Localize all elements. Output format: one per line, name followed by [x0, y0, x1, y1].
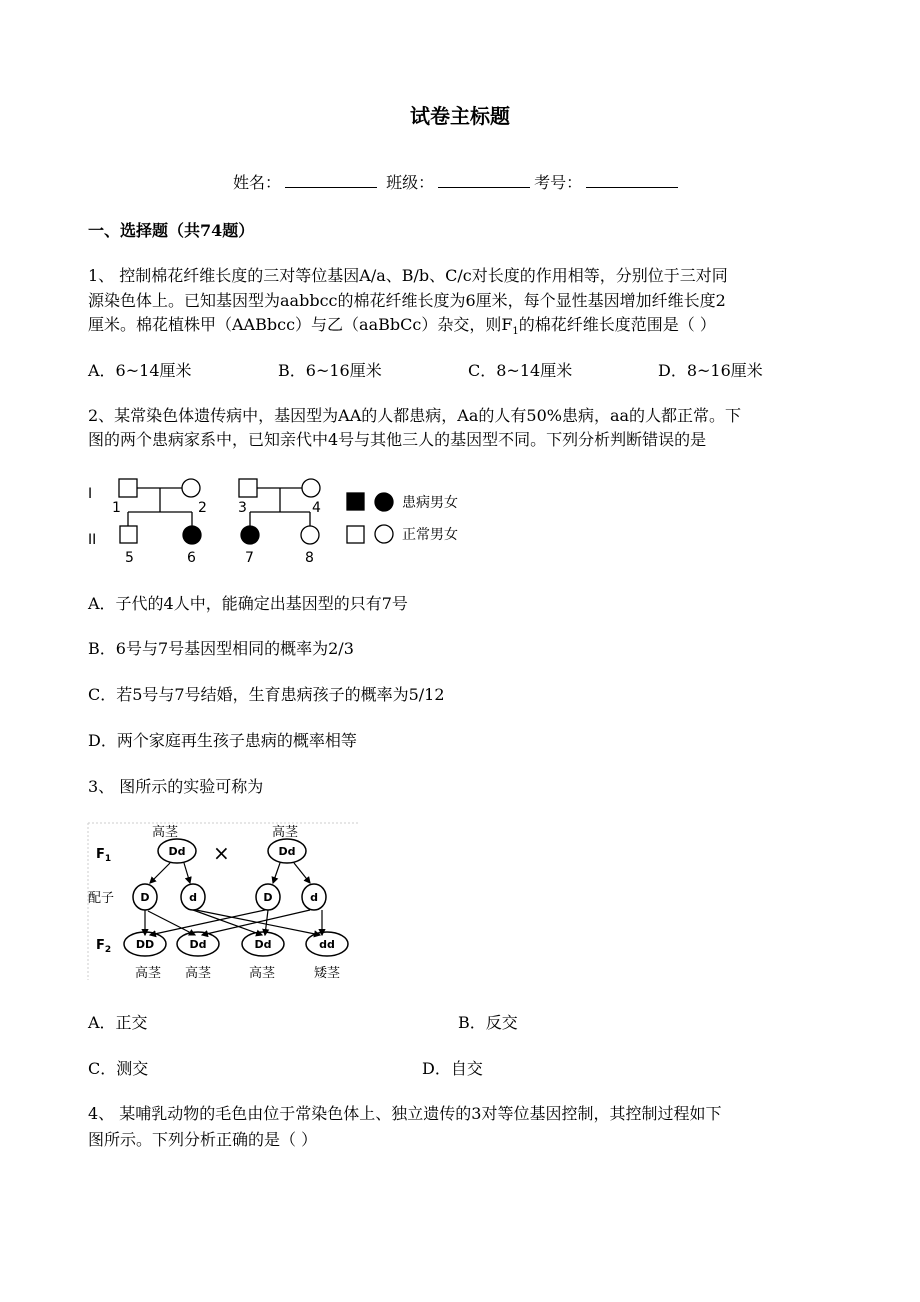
name-label: 姓名：	[233, 173, 282, 192]
q2-option-a[interactable]: A．子代的4人中，能确定出基因型的只有7号	[88, 594, 408, 613]
parent-1-genotype: Dd	[168, 845, 186, 858]
phenotype-2: 高茎	[184, 966, 212, 981]
gamete-4: d	[310, 891, 318, 904]
q3-stem: 3、 图所示的实验可称为	[88, 777, 264, 796]
phenotype-3: 高茎	[248, 966, 276, 981]
q1-line3-text: 厘米。棉花植株甲（AABbcc）与乙（aaBbCc）杂交，则F	[88, 315, 513, 334]
gen-1-label: I	[88, 486, 93, 502]
q1-option-a[interactable]: A．6~14厘米	[88, 361, 192, 380]
q3-option-a[interactable]: A．正交	[88, 1013, 148, 1032]
f2-label: F	[96, 938, 105, 953]
q3-option-c[interactable]: C．测交	[88, 1059, 149, 1078]
q4-line2: 图所示。下列分析正确的是（ ）	[88, 1130, 318, 1149]
q1-line1: 1、 控制棉花纤维长度的三对等位基因A/a、B/b、C/c对长度的作用相等，分别位于三对同	[88, 266, 728, 285]
legend-affected: 患病男女	[402, 495, 458, 511]
legend-normal: 正常男女	[402, 527, 458, 543]
q1-option-b[interactable]: B．6~16厘米	[278, 361, 382, 380]
q1-line3-end: 的棉花纤维长度范围是（ ）	[518, 315, 716, 334]
offspring-3: Dd	[254, 938, 272, 951]
f1-sub: 1	[104, 854, 112, 864]
gamete-3: D	[263, 891, 273, 904]
q1-line3	[88, 312, 716, 337]
q2-option-b[interactable]: B．6号与7号基因型相同的概率为2/3	[88, 639, 354, 658]
phenotype-4: 矮茎	[313, 966, 341, 981]
id-6: 6	[187, 550, 196, 566]
q2-line2: 图的两个患病家系中，已知亲代中4号与其他三人的基因型不同。下列分析判断错误的是	[88, 430, 707, 449]
offspring-4: dd	[319, 938, 335, 951]
student-info	[233, 170, 682, 193]
f1-label: F	[96, 847, 105, 862]
name-blank[interactable]	[285, 173, 377, 188]
individual-2-circle	[182, 479, 200, 497]
q2-option-d[interactable]: D．两个家庭再生孩子患病的概率相等	[88, 731, 357, 750]
q1-option-c[interactable]: C．8~14厘米	[468, 361, 573, 380]
id-label: 考号：	[534, 173, 583, 192]
section-heading: 一、选择题（共74题）	[88, 221, 255, 240]
q1-option-d[interactable]: D．8~16厘米	[658, 361, 763, 380]
q3-option-b[interactable]: B．反交	[458, 1013, 518, 1032]
pedigree-diagram	[80, 460, 500, 570]
svg-text:F1	[96, 847, 111, 864]
q4-line1: 4、 某哺乳动物的毛色由位于常染色体上、独立遗传的3对等位基因控制，其控制过程如下	[88, 1104, 722, 1123]
q2-option-c[interactable]: C．若5号与7号结婚，生育患病孩子的概率为5/12	[88, 685, 445, 704]
id-3: 3	[238, 500, 247, 516]
q1-sub: 1	[512, 326, 519, 338]
id-5: 5	[125, 550, 134, 566]
cross-diagram	[80, 815, 370, 985]
parent-1-phenotype: 高茎	[152, 825, 179, 840]
f2-sub: 2	[104, 945, 112, 955]
phenotype-1: 高茎	[134, 966, 162, 981]
gamete-label: 配子	[88, 891, 115, 906]
class-label: 班级：	[386, 173, 435, 192]
q1-line2: 源染色体上。已知基因型为aabbcc的棉花纤维长度为6厘米，每个显性基因增加纤维长度2	[88, 291, 726, 310]
id-1: 1	[112, 500, 121, 516]
id-2: 2	[198, 500, 207, 516]
id-8: 8	[305, 550, 314, 566]
offspring-1: DD	[135, 938, 155, 951]
gen-2-label: II	[88, 532, 97, 548]
gamete-1: D	[140, 891, 150, 904]
parent-2-phenotype: 高茎	[272, 825, 299, 840]
q3-option-d[interactable]: D．自交	[422, 1059, 483, 1078]
svg-text:F2	[96, 938, 111, 955]
parent-2-genotype: Dd	[278, 845, 296, 858]
class-blank[interactable]	[438, 173, 530, 188]
id-blank[interactable]	[586, 173, 678, 188]
gamete-2: d	[189, 891, 197, 904]
individual-1-square	[119, 479, 137, 497]
q2-line1: 2、某常染色体遗传病中，基因型为AA的人都患病，Aa的人有50%患病，aa的人都正常。下	[88, 406, 742, 425]
id-4: 4	[312, 500, 321, 516]
cross-symbol: ×	[213, 841, 230, 865]
offspring-2: Dd	[189, 938, 207, 951]
page-title: 试卷主标题	[410, 104, 510, 128]
id-7: 7	[245, 550, 254, 566]
